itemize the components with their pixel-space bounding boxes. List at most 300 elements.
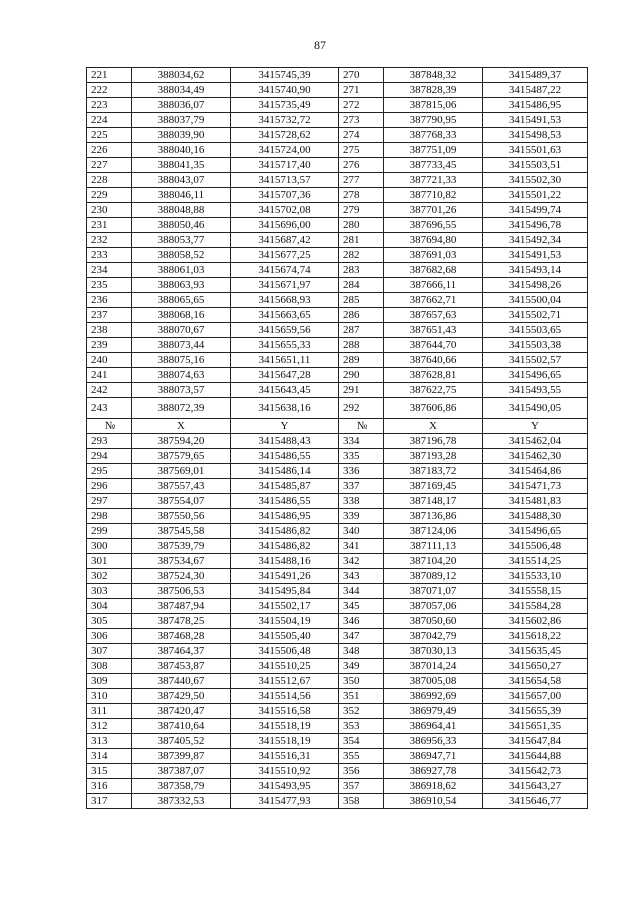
- table-cell: 387464,37: [132, 644, 231, 659]
- table-cell: 386947,71: [384, 749, 483, 764]
- table-cell: 3415495,84: [231, 584, 339, 599]
- table-cell: 243: [87, 398, 132, 419]
- table-cell: 3415671,97: [231, 278, 339, 293]
- table-cell: 387169,45: [384, 479, 483, 494]
- table-cell: 387005,08: [384, 674, 483, 689]
- table-cell: 288: [339, 338, 384, 353]
- table-cell: 351: [339, 689, 384, 704]
- table-cell: 3415643,45: [231, 383, 339, 398]
- table-cell: 301: [87, 554, 132, 569]
- table-cell: 388063,93: [132, 278, 231, 293]
- table-row: [87, 203, 588, 218]
- table-cell: 3415485,87: [231, 479, 339, 494]
- table-row: [87, 464, 588, 479]
- table-cell: 387399,87: [132, 749, 231, 764]
- table-cell: 387696,55: [384, 218, 483, 233]
- table-row: [87, 98, 588, 113]
- table-cell: 387111,13: [384, 539, 483, 554]
- table-row: [87, 188, 588, 203]
- table-cell: 294: [87, 449, 132, 464]
- table-cell: Y: [483, 419, 588, 434]
- table-cell: 302: [87, 569, 132, 584]
- table-cell: 232: [87, 233, 132, 248]
- table-row: [87, 614, 588, 629]
- table-cell: 3415501,22: [483, 188, 588, 203]
- table-cell: 3415654,58: [483, 674, 588, 689]
- table-cell: 241: [87, 368, 132, 383]
- table-cell: 358: [339, 794, 384, 809]
- table-cell: 386956,33: [384, 734, 483, 749]
- table-cell: 387768,33: [384, 128, 483, 143]
- table-cell: 3415486,55: [231, 494, 339, 509]
- table-cell: 336: [339, 464, 384, 479]
- table-row: [87, 233, 588, 248]
- table-row: [87, 629, 588, 644]
- table-cell: 346: [339, 614, 384, 629]
- table-cell: X: [132, 419, 231, 434]
- table-cell: 3415618,22: [483, 629, 588, 644]
- table-cell: 387691,03: [384, 248, 483, 263]
- table-row: [87, 398, 588, 419]
- table-cell: 3415505,40: [231, 629, 339, 644]
- table-cell: 311: [87, 704, 132, 719]
- table-cell: 340: [339, 524, 384, 539]
- table-cell: 388039,90: [132, 128, 231, 143]
- table-cell: 278: [339, 188, 384, 203]
- table-cell: 3415491,26: [231, 569, 339, 584]
- table-cell: 387657,63: [384, 308, 483, 323]
- table-cell: 300: [87, 539, 132, 554]
- table-row: [87, 368, 588, 383]
- table-cell: 240: [87, 353, 132, 368]
- table-cell: 3415659,56: [231, 323, 339, 338]
- table-cell: 349: [339, 659, 384, 674]
- table-cell: 290: [339, 368, 384, 383]
- table-cell: 387420,47: [132, 704, 231, 719]
- table-cell: 229: [87, 188, 132, 203]
- table-cell: 352: [339, 704, 384, 719]
- table-cell: 388040,16: [132, 143, 231, 158]
- table-row: [87, 128, 588, 143]
- table-row: [87, 704, 588, 719]
- table-cell: 242: [87, 383, 132, 398]
- table-cell: 3415602,86: [483, 614, 588, 629]
- table-row: [87, 173, 588, 188]
- table-cell: 3415462,04: [483, 434, 588, 449]
- table-cell: 387790,95: [384, 113, 483, 128]
- table-cell: 289: [339, 353, 384, 368]
- table-row: [87, 383, 588, 398]
- table-cell: 3415506,48: [231, 644, 339, 659]
- table-cell: 305: [87, 614, 132, 629]
- table-cell: 3415493,55: [483, 383, 588, 398]
- table-cell: 236: [87, 293, 132, 308]
- table-cell: 3415514,25: [483, 554, 588, 569]
- table-cell: 3415498,26: [483, 278, 588, 293]
- table-cell: 3415635,45: [483, 644, 588, 659]
- table-cell: 3415696,00: [231, 218, 339, 233]
- table-cell: 387196,78: [384, 434, 483, 449]
- table-cell: 3415655,39: [483, 704, 588, 719]
- page-number: 87: [314, 38, 326, 52]
- table-cell: 222: [87, 83, 132, 98]
- table-cell: 335: [339, 449, 384, 464]
- table-cell: 3415655,33: [231, 338, 339, 353]
- table-cell: 3415488,16: [231, 554, 339, 569]
- table-cell: 299: [87, 524, 132, 539]
- table-cell: 3415462,30: [483, 449, 588, 464]
- table-cell: 387136,86: [384, 509, 483, 524]
- table-cell: 221: [87, 68, 132, 83]
- table-cell: 3415496,78: [483, 218, 588, 233]
- table-cell: 3415735,49: [231, 98, 339, 113]
- table-cell: 3415486,55: [231, 449, 339, 464]
- table-cell: 387506,53: [132, 584, 231, 599]
- table-cell: 3415492,34: [483, 233, 588, 248]
- table-cell: 3415651,35: [483, 719, 588, 734]
- table-cell: 386979,49: [384, 704, 483, 719]
- table-cell: 3415516,31: [231, 749, 339, 764]
- table-cell: 388041,35: [132, 158, 231, 173]
- table-cell: 387014,24: [384, 659, 483, 674]
- table-row: [87, 659, 588, 674]
- table-cell: 387815,06: [384, 98, 483, 113]
- table-cell: 387554,07: [132, 494, 231, 509]
- table-cell: 276: [339, 158, 384, 173]
- table-cell: 3415707,36: [231, 188, 339, 203]
- table-cell: 297: [87, 494, 132, 509]
- table-cell: 274: [339, 128, 384, 143]
- table-cell: 3415489,37: [483, 68, 588, 83]
- table-cell: 354: [339, 734, 384, 749]
- table-cell: 306: [87, 629, 132, 644]
- table-cell: 3415510,25: [231, 659, 339, 674]
- table-row: [87, 644, 588, 659]
- table-cell: 387405,52: [132, 734, 231, 749]
- table-cell: 3415512,67: [231, 674, 339, 689]
- table-cell: 387089,12: [384, 569, 483, 584]
- table-cell: 3415464,86: [483, 464, 588, 479]
- table-cell: 388070,67: [132, 323, 231, 338]
- table-cell: 312: [87, 719, 132, 734]
- table-cell: 387358,79: [132, 779, 231, 794]
- table-cell: 387545,58: [132, 524, 231, 539]
- table-cell: 3415702,08: [231, 203, 339, 218]
- table-row: [87, 794, 588, 809]
- table-cell: 238: [87, 323, 132, 338]
- table-cell: 3415487,22: [483, 83, 588, 98]
- table-cell: 3415674,74: [231, 263, 339, 278]
- table-cell: 3415677,25: [231, 248, 339, 263]
- table-row: [87, 278, 588, 293]
- table-cell: 3415663,65: [231, 308, 339, 323]
- table-cell: 283: [339, 263, 384, 278]
- coordinates-table: [86, 67, 588, 809]
- table-cell: 347: [339, 629, 384, 644]
- table-row: [87, 419, 588, 434]
- table-row: [87, 494, 588, 509]
- table-cell: 3415488,30: [483, 509, 588, 524]
- table-cell: 387579,65: [132, 449, 231, 464]
- table-cell: 387751,09: [384, 143, 483, 158]
- table-cell: 388073,57: [132, 383, 231, 398]
- table-row: [87, 248, 588, 263]
- table-cell: 387594,20: [132, 434, 231, 449]
- table-cell: 387733,45: [384, 158, 483, 173]
- table-cell: 341: [339, 539, 384, 554]
- table-cell: 235: [87, 278, 132, 293]
- table-cell: 343: [339, 569, 384, 584]
- table-cell: 387429,50: [132, 689, 231, 704]
- table-cell: 387662,71: [384, 293, 483, 308]
- table-row: [87, 689, 588, 704]
- table-cell: 387148,17: [384, 494, 483, 509]
- table-cell: 3415518,19: [231, 734, 339, 749]
- table-cell: 277: [339, 173, 384, 188]
- table-cell: 388065,65: [132, 293, 231, 308]
- table-row: [87, 293, 588, 308]
- table-row: [87, 158, 588, 173]
- table-cell: 317: [87, 794, 132, 809]
- table-cell: 282: [339, 248, 384, 263]
- table-cell: 3415518,19: [231, 719, 339, 734]
- table-row: [87, 539, 588, 554]
- table-cell: 315: [87, 764, 132, 779]
- table-cell: 239: [87, 338, 132, 353]
- table-cell: 225: [87, 128, 132, 143]
- table-row: [87, 719, 588, 734]
- table-cell: 3415486,95: [231, 509, 339, 524]
- table-cell: 386910,54: [384, 794, 483, 809]
- table-cell: 3415647,28: [231, 368, 339, 383]
- table-cell: 388072,39: [132, 398, 231, 419]
- table-cell: 3415499,74: [483, 203, 588, 218]
- table-cell: 3415493,95: [231, 779, 339, 794]
- table-cell: 387640,66: [384, 353, 483, 368]
- table-cell: 304: [87, 599, 132, 614]
- table-row: [87, 323, 588, 338]
- table-cell: 310: [87, 689, 132, 704]
- table-cell: 3415491,53: [483, 113, 588, 128]
- table-cell: 387701,26: [384, 203, 483, 218]
- table-cell: 3415510,92: [231, 764, 339, 779]
- table-cell: 387193,28: [384, 449, 483, 464]
- table-cell: 387682,68: [384, 263, 483, 278]
- table-cell: 270: [339, 68, 384, 83]
- table-cell: 3415732,72: [231, 113, 339, 128]
- table-cell: 3415502,57: [483, 353, 588, 368]
- table-row: [87, 338, 588, 353]
- table-row: [87, 734, 588, 749]
- table-cell: 3415488,43: [231, 434, 339, 449]
- table-cell: 286: [339, 308, 384, 323]
- table-cell: 228: [87, 173, 132, 188]
- table-cell: 3415486,82: [231, 524, 339, 539]
- table-cell: 275: [339, 143, 384, 158]
- table-row: [87, 83, 588, 98]
- table-cell: 386964,41: [384, 719, 483, 734]
- table-cell: 387651,43: [384, 323, 483, 338]
- table-cell: 3415713,57: [231, 173, 339, 188]
- table-cell: 388068,16: [132, 308, 231, 323]
- table-cell: 3415496,65: [483, 368, 588, 383]
- table-cell: 3415646,77: [483, 794, 588, 809]
- table-cell: №: [339, 419, 384, 434]
- table-cell: 284: [339, 278, 384, 293]
- table-cell: 344: [339, 584, 384, 599]
- table-cell: 3415745,39: [231, 68, 339, 83]
- table-cell: 272: [339, 98, 384, 113]
- table-cell: 223: [87, 98, 132, 113]
- table-cell: 387104,20: [384, 554, 483, 569]
- table-cell: 3415728,62: [231, 128, 339, 143]
- table-cell: 3415533,10: [483, 569, 588, 584]
- table-cell: 337: [339, 479, 384, 494]
- table-cell: 3415740,90: [231, 83, 339, 98]
- table-cell: 388034,49: [132, 83, 231, 98]
- table-cell: 307: [87, 644, 132, 659]
- table-cell: 281: [339, 233, 384, 248]
- table-cell: 231: [87, 218, 132, 233]
- table-cell: 224: [87, 113, 132, 128]
- table-cell: 3415504,19: [231, 614, 339, 629]
- table-cell: 271: [339, 83, 384, 98]
- table-cell: 3415514,56: [231, 689, 339, 704]
- table-cell: 387606,86: [384, 398, 483, 419]
- table-row: [87, 218, 588, 233]
- table-cell: 237: [87, 308, 132, 323]
- table-cell: 339: [339, 509, 384, 524]
- table-cell: 3415584,28: [483, 599, 588, 614]
- table-cell: 233: [87, 248, 132, 263]
- table-cell: 338: [339, 494, 384, 509]
- table-cell: 388061,03: [132, 263, 231, 278]
- table-cell: 3415502,30: [483, 173, 588, 188]
- table-cell: 3415503,51: [483, 158, 588, 173]
- table-cell: 309: [87, 674, 132, 689]
- table-cell: 388036,07: [132, 98, 231, 113]
- table-cell: 387644,70: [384, 338, 483, 353]
- table-cell: 355: [339, 749, 384, 764]
- table-cell: 3415503,38: [483, 338, 588, 353]
- table-cell: 234: [87, 263, 132, 278]
- table-cell: 387042,79: [384, 629, 483, 644]
- table-row: [87, 68, 588, 83]
- table-cell: 3415486,82: [231, 539, 339, 554]
- table-row: [87, 449, 588, 464]
- table-cell: 295: [87, 464, 132, 479]
- table-cell: 287: [339, 323, 384, 338]
- table-cell: 3415642,73: [483, 764, 588, 779]
- table-cell: 273: [339, 113, 384, 128]
- table-row: [87, 509, 588, 524]
- table-cell: 3415502,17: [231, 599, 339, 614]
- table-cell: 387410,64: [132, 719, 231, 734]
- table-cell: 387387,07: [132, 764, 231, 779]
- table-cell: №: [87, 419, 132, 434]
- table-cell: 3415643,27: [483, 779, 588, 794]
- table-cell: X: [384, 419, 483, 434]
- table-cell: 388034,62: [132, 68, 231, 83]
- table-cell: 388043,07: [132, 173, 231, 188]
- table-cell: 3415500,04: [483, 293, 588, 308]
- table-row: [87, 749, 588, 764]
- table-row: [87, 479, 588, 494]
- table-cell: 387071,07: [384, 584, 483, 599]
- table-cell: 298: [87, 509, 132, 524]
- table-cell: 387569,01: [132, 464, 231, 479]
- table-cell: 296: [87, 479, 132, 494]
- table-cell: 3415491,53: [483, 248, 588, 263]
- table-cell: 3415724,00: [231, 143, 339, 158]
- table-cell: 386918,62: [384, 779, 483, 794]
- table-cell: 226: [87, 143, 132, 158]
- table-row: [87, 599, 588, 614]
- table-cell: 3415516,58: [231, 704, 339, 719]
- table-cell: 3415471,73: [483, 479, 588, 494]
- table-cell: 3415501,63: [483, 143, 588, 158]
- table-cell: 388058,52: [132, 248, 231, 263]
- table-cell: 387557,43: [132, 479, 231, 494]
- table-cell: 3415638,16: [231, 398, 339, 419]
- table-cell: 356: [339, 764, 384, 779]
- table-cell: 387539,79: [132, 539, 231, 554]
- table-row: [87, 308, 588, 323]
- table-cell: 350: [339, 674, 384, 689]
- table-row: [87, 263, 588, 278]
- table-cell: 308: [87, 659, 132, 674]
- table-cell: 230: [87, 203, 132, 218]
- table-cell: 3415493,14: [483, 263, 588, 278]
- table-cell: 387478,25: [132, 614, 231, 629]
- table-row: [87, 584, 588, 599]
- table-cell: 353: [339, 719, 384, 734]
- table-cell: 387050,60: [384, 614, 483, 629]
- table-cell: 3415490,05: [483, 398, 588, 419]
- table-cell: 3415502,71: [483, 308, 588, 323]
- table-cell: 3415506,48: [483, 539, 588, 554]
- table-row: [87, 779, 588, 794]
- table-row: [87, 674, 588, 689]
- table-cell: 316: [87, 779, 132, 794]
- table-cell: 345: [339, 599, 384, 614]
- table-cell: 291: [339, 383, 384, 398]
- table-cell: 387628,81: [384, 368, 483, 383]
- table-row: [87, 434, 588, 449]
- table-cell: 314: [87, 749, 132, 764]
- table-cell: 387487,94: [132, 599, 231, 614]
- table-row: [87, 554, 588, 569]
- table-cell: 388050,46: [132, 218, 231, 233]
- table-cell: 387534,67: [132, 554, 231, 569]
- table-cell: 386927,78: [384, 764, 483, 779]
- table-cell: 387524,30: [132, 569, 231, 584]
- table-cell: 387721,33: [384, 173, 483, 188]
- table-cell: 3415668,93: [231, 293, 339, 308]
- table-cell: 387710,82: [384, 188, 483, 203]
- table-cell: 3415650,27: [483, 659, 588, 674]
- table-cell: 292: [339, 398, 384, 419]
- table-row: [87, 524, 588, 539]
- table-cell: 3415496,65: [483, 524, 588, 539]
- table-cell: 387030,13: [384, 644, 483, 659]
- table-cell: 357: [339, 779, 384, 794]
- table-cell: 313: [87, 734, 132, 749]
- table-cell: 387057,06: [384, 599, 483, 614]
- table-cell: 227: [87, 158, 132, 173]
- table-row: [87, 143, 588, 158]
- table-cell: 387440,67: [132, 674, 231, 689]
